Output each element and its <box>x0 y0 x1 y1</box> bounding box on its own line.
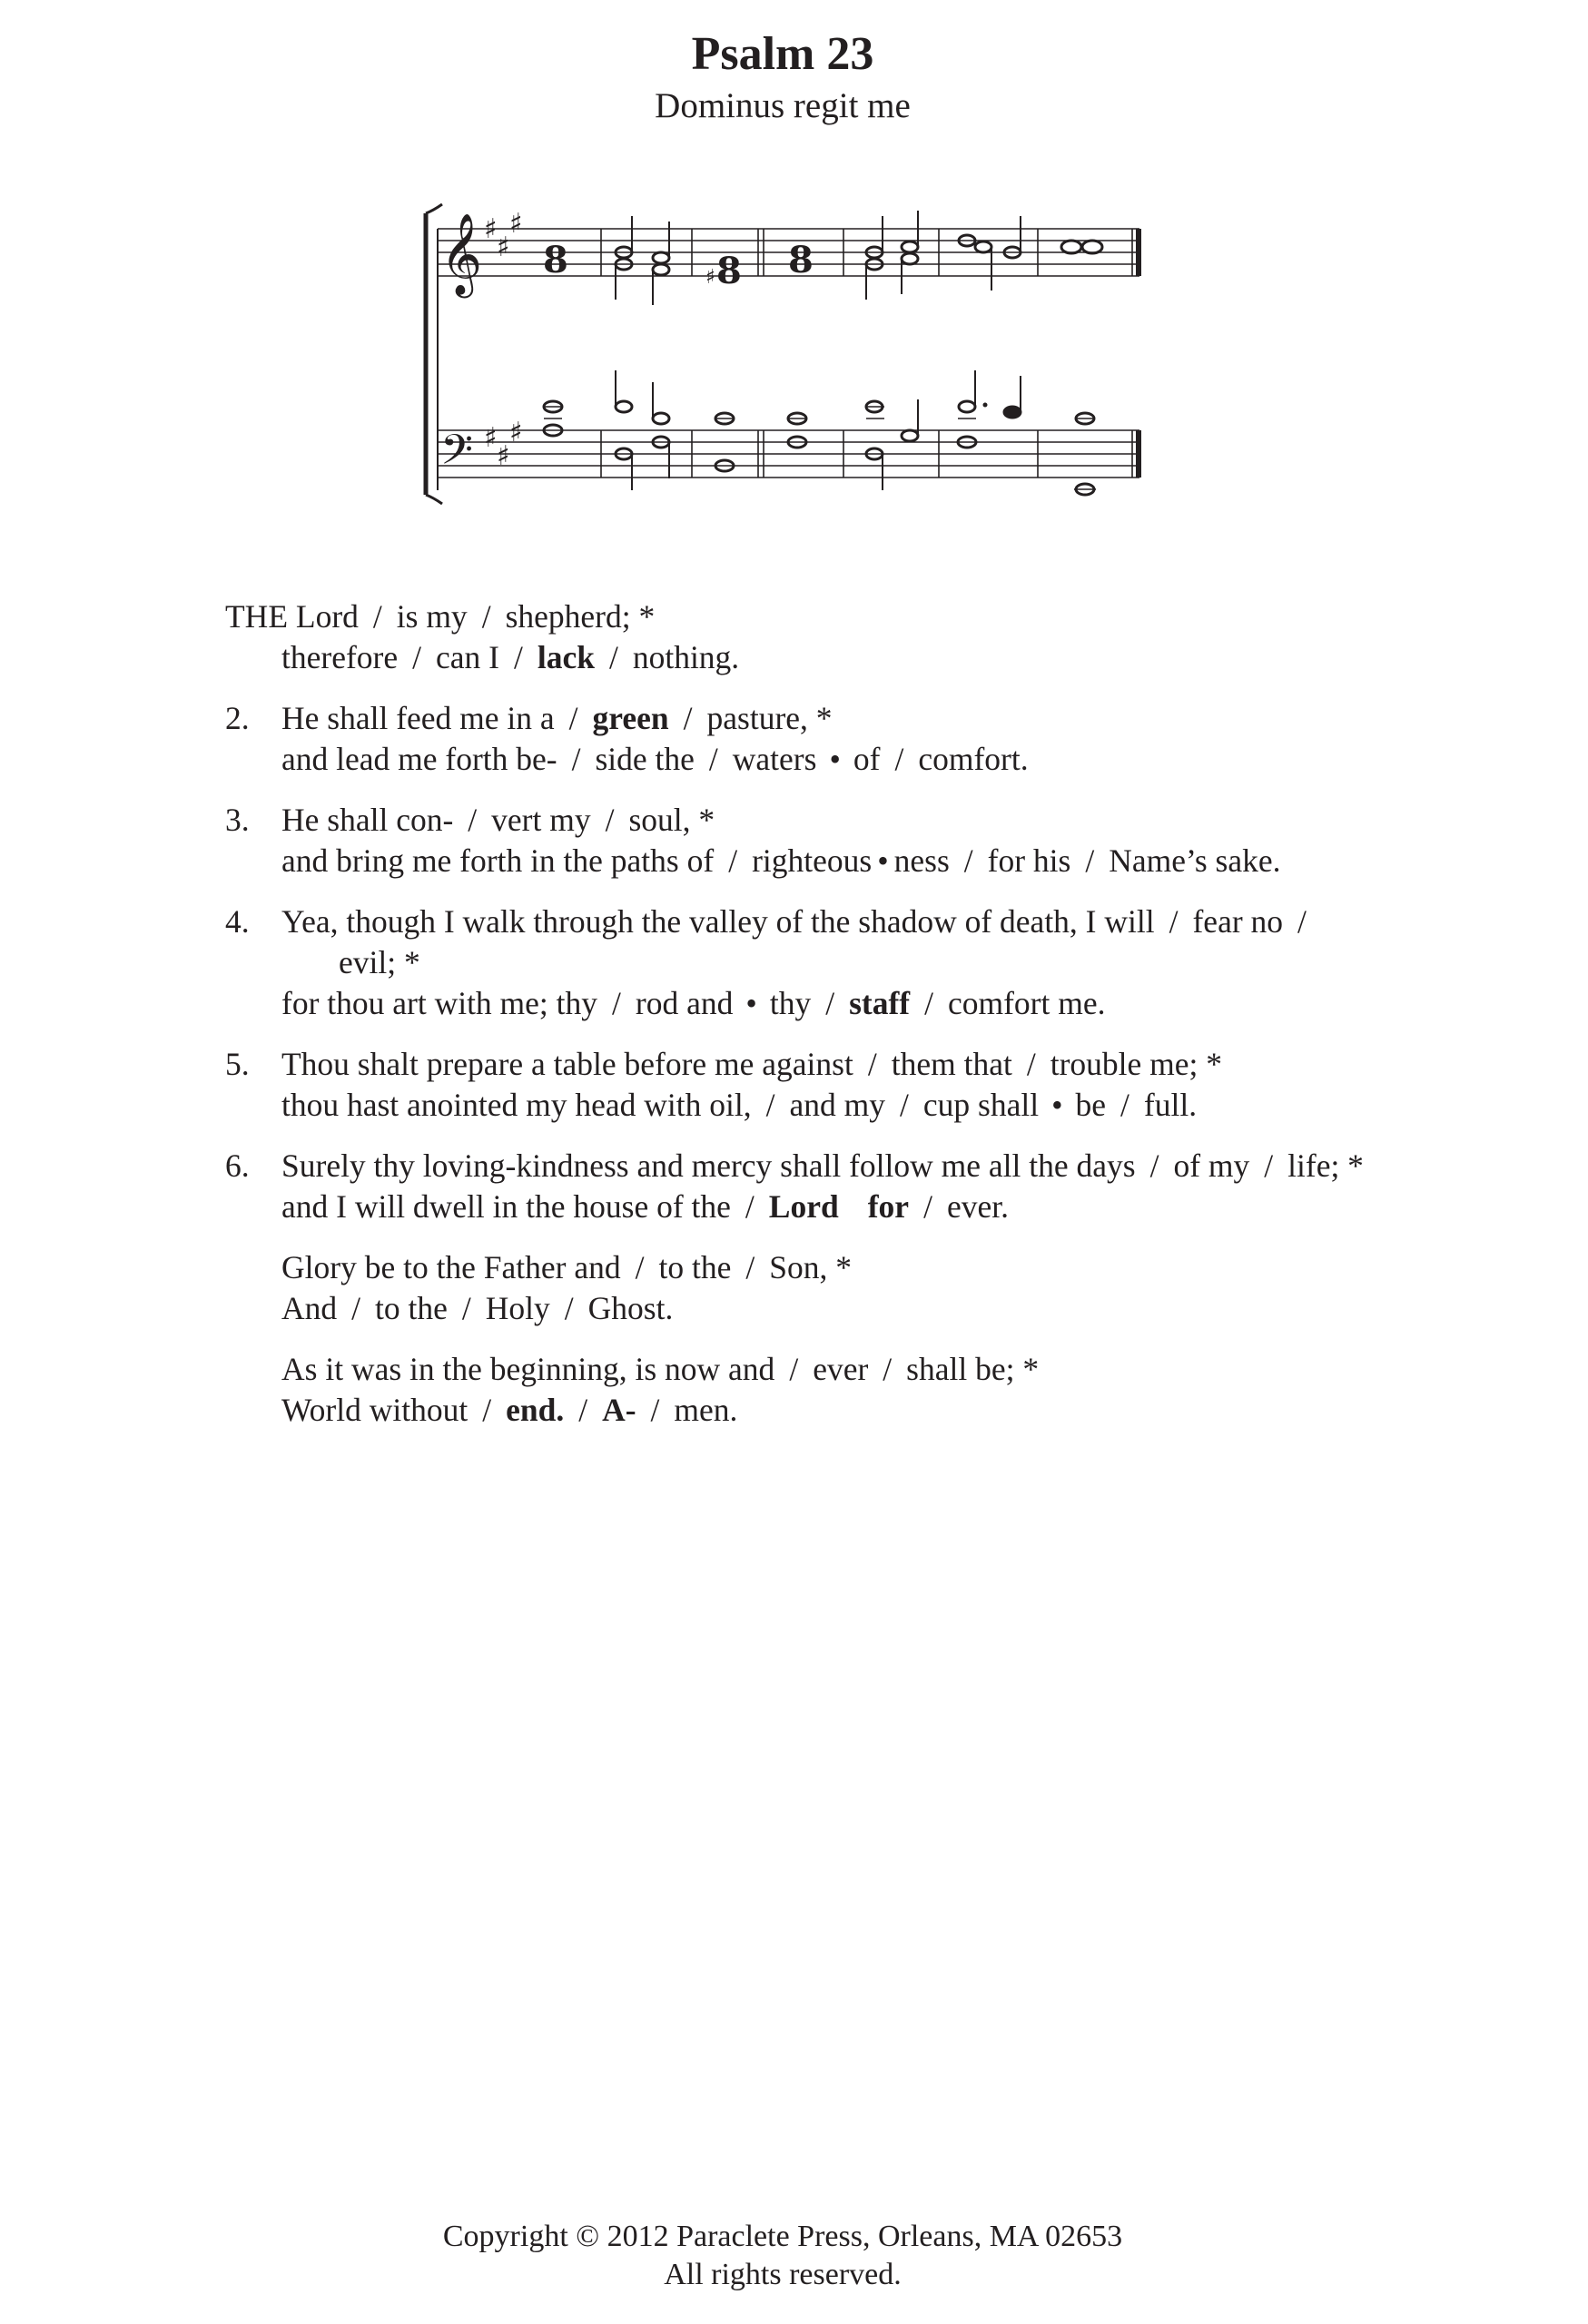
bass-notes <box>544 370 1096 495</box>
bar-mark: / <box>1297 903 1307 940</box>
text-segment: and lead me forth be- <box>281 741 557 777</box>
verse-number: 2. <box>225 700 250 736</box>
verse-3-line-1 <box>225 800 1569 841</box>
text-segment: thy <box>769 985 812 1021</box>
bar-mark: / <box>963 842 973 879</box>
gloria-2-line-1 <box>225 1349 1569 1390</box>
bar-mark: / <box>1085 842 1095 879</box>
text-segment-bold: A- <box>602 1392 636 1428</box>
svg-text:8: 8 <box>716 250 742 292</box>
verse-4-line-2 <box>225 983 1569 1024</box>
text-segment: for thou art with me; thy <box>281 985 598 1021</box>
bar-mark: / <box>894 741 904 777</box>
psalm-text <box>225 596 1569 1451</box>
verse-4-line-1-continued: evil; * <box>339 944 420 980</box>
text-segment: of my <box>1173 1147 1250 1184</box>
syllable-dot: • <box>829 741 841 777</box>
verse-number: 6. <box>225 1147 250 1184</box>
text-segment: rod and <box>635 985 734 1021</box>
verse-1 <box>225 596 1569 678</box>
bar-mark: / <box>372 598 382 635</box>
bar-mark: / <box>481 598 491 635</box>
verse-2-line-2 <box>225 739 1569 780</box>
text-segment: Surely thy loving-kindness and mercy shall follow me all the days <box>281 1147 1136 1184</box>
bar-mark: / <box>605 802 615 838</box>
text-segment: comfort. <box>918 741 1029 777</box>
text-segment: men. <box>674 1392 738 1428</box>
verse-5-line-1 <box>225 1044 1569 1085</box>
gloria-1-line-1 <box>225 1247 1569 1288</box>
gloria-1-line-2 <box>225 1288 1569 1329</box>
treble-clef: 𝄞 <box>440 213 483 295</box>
text-segment: ever <box>813 1351 869 1387</box>
bar-mark: / <box>571 741 581 777</box>
text-segment: Ghost. <box>587 1290 674 1326</box>
text-segment: can I <box>435 639 499 675</box>
text-segment: World without <box>281 1392 469 1428</box>
bar-mark: / <box>412 639 421 675</box>
text-segment: is my <box>396 598 468 635</box>
verse-3-line-2 <box>225 841 1569 881</box>
text-segment-bold: lack <box>537 639 595 675</box>
bar-mark: / <box>461 1290 471 1326</box>
text-segment: life; * <box>1287 1147 1364 1184</box>
verse-number: 5. <box>225 1046 250 1082</box>
bar-mark: / <box>578 1392 588 1428</box>
text-segment: and my <box>789 1087 886 1123</box>
bar-mark: / <box>708 741 718 777</box>
text-segment: pasture, * <box>706 700 833 736</box>
text-segment: nothing. <box>632 639 740 675</box>
bar-mark: / <box>1026 1046 1036 1082</box>
bar-mark: / <box>765 1087 775 1123</box>
svg-text:♯: ♯ <box>484 213 498 245</box>
gloria-1 <box>225 1247 1569 1329</box>
text-segment: to the <box>375 1290 448 1326</box>
text-segment: THE Lord <box>225 598 359 635</box>
verse-number: 4. <box>225 903 250 940</box>
svg-text:8: 8 <box>543 239 568 281</box>
text-segment: therefore <box>281 639 399 675</box>
svg-text:♯: ♯ <box>497 231 510 263</box>
bar-mark: / <box>789 1351 799 1387</box>
syllable-dot: • <box>745 985 757 1021</box>
verse-2-line-1 <box>225 698 1569 739</box>
rights-line: All rights reserved. <box>664 2258 902 2291</box>
bar-mark: / <box>1169 903 1179 940</box>
text-segment: full. <box>1143 1087 1198 1123</box>
text-segment: of <box>853 741 881 777</box>
verse-5 <box>225 1044 1569 1126</box>
page-subtitle: Dominus regit me <box>655 86 911 125</box>
bar-mark: / <box>468 802 478 838</box>
bar-mark: / <box>867 1046 877 1082</box>
verse-6-line-1 <box>225 1146 1569 1187</box>
bar-mark: / <box>1120 1087 1129 1123</box>
bar-mark: / <box>923 1188 932 1225</box>
text-segment-bold: staff <box>849 985 911 1021</box>
text-segment: comfort me. <box>947 985 1106 1021</box>
gloria-2 <box>225 1349 1569 1431</box>
verse-6-line-2 <box>225 1187 1569 1227</box>
verse-2 <box>225 698 1569 780</box>
verse-number: 3. <box>225 802 250 838</box>
text-segment: trouble me; * <box>1050 1046 1222 1082</box>
text-segment: Thou shalt prepare a table before me against <box>281 1046 853 1082</box>
svg-text:♯: ♯ <box>484 422 498 454</box>
key-signature <box>484 208 523 472</box>
text-segment: righteous <box>752 842 873 879</box>
text-segment: ever. <box>946 1188 1009 1225</box>
svg-text:8: 8 <box>788 239 814 281</box>
bar-mark: / <box>650 1392 660 1428</box>
text-segment: ness <box>893 842 950 879</box>
text-segment: side the <box>595 741 695 777</box>
bar-mark: / <box>513 639 523 675</box>
text-segment: them that <box>891 1046 1012 1082</box>
text-segment: waters <box>732 741 817 777</box>
text-segment: shall be; * <box>906 1351 1040 1387</box>
bass-clef: 𝄢 <box>440 426 474 485</box>
bar-mark: / <box>683 700 693 736</box>
bar-mark: / <box>612 985 621 1021</box>
text-segment: Glory be to the Father and <box>281 1249 621 1285</box>
verse-3 <box>225 800 1569 881</box>
syllable-dot: • <box>877 842 889 879</box>
verse-1-line-2 <box>225 637 1569 678</box>
copyright-line: Copyright © 2012 Paraclete Press, Orleans, MA 02653 <box>442 2220 1123 2253</box>
bar-mark: / <box>635 1249 645 1285</box>
text-segment: for his <box>987 842 1071 879</box>
text-segment: Yea, though I walk through the valley of the shadow of death, I will <box>281 903 1155 940</box>
bar-mark: / <box>924 985 933 1021</box>
bass-staff <box>438 430 1139 478</box>
text-segment: be <box>1075 1087 1107 1123</box>
svg-text:♯: ♯ <box>705 266 715 289</box>
text-segment: Name’s sake. <box>1109 842 1281 879</box>
text-segment: As it was in the beginning, is now and <box>281 1351 775 1387</box>
text-segment: to the <box>658 1249 732 1285</box>
bar-mark: / <box>568 700 578 736</box>
svg-text:♯: ♯ <box>509 417 523 448</box>
syllable-dot: • <box>1051 1087 1063 1123</box>
text-segment-bold: end. <box>506 1392 565 1428</box>
text-segment: vert my <box>491 802 591 838</box>
text-segment: and I will dwell in the house of the <box>281 1188 731 1225</box>
text-segment: Son, * <box>769 1249 852 1285</box>
bar-mark: / <box>825 985 835 1021</box>
bar-mark: / <box>745 1188 755 1225</box>
page-title: Psalm 23 <box>691 28 874 80</box>
svg-text:♯: ♯ <box>509 208 523 240</box>
text-segment: soul, * <box>628 802 715 838</box>
text-segment: He shall con- <box>281 802 454 838</box>
text-segment: And <box>281 1290 338 1326</box>
svg-text:♯: ♯ <box>497 440 510 472</box>
bar-mark: / <box>1149 1147 1159 1184</box>
text-segment: and bring me forth in the paths of <box>281 842 715 879</box>
text-segment: Holy <box>485 1290 550 1326</box>
bar-mark: / <box>728 842 738 879</box>
text-segment: thou hast anointed my head with oil, <box>281 1087 752 1123</box>
gloria-2-line-2 <box>225 1390 1569 1431</box>
bar-mark: / <box>564 1290 574 1326</box>
verse-6 <box>225 1146 1569 1227</box>
verse-1-line-1 <box>225 596 1569 637</box>
bar-mark: / <box>745 1249 755 1285</box>
bar-mark: / <box>482 1392 492 1428</box>
text-segment: He shall feed me in a <box>281 700 555 736</box>
text-segment-bold: green <box>592 700 669 736</box>
bar-mark: / <box>900 1087 909 1123</box>
bar-mark: / <box>1264 1147 1274 1184</box>
text-segment: fear no <box>1192 903 1284 940</box>
bar-mark: / <box>351 1290 361 1326</box>
verse-5-line-2 <box>225 1085 1569 1126</box>
chant-notation <box>413 200 1158 508</box>
text-segment: shepherd; * <box>505 598 656 635</box>
text-segment-bold: Lord <box>768 1188 839 1225</box>
verse-4-line-1 <box>225 901 1569 942</box>
treble-notes <box>543 211 1102 305</box>
copyright-notice <box>0 2218 1565 2294</box>
text-segment-bold: for <box>867 1188 910 1225</box>
bar-mark: / <box>608 639 618 675</box>
bar-mark: / <box>883 1351 893 1387</box>
verse-4 <box>225 901 1569 1024</box>
text-segment: cup shall <box>922 1087 1040 1123</box>
